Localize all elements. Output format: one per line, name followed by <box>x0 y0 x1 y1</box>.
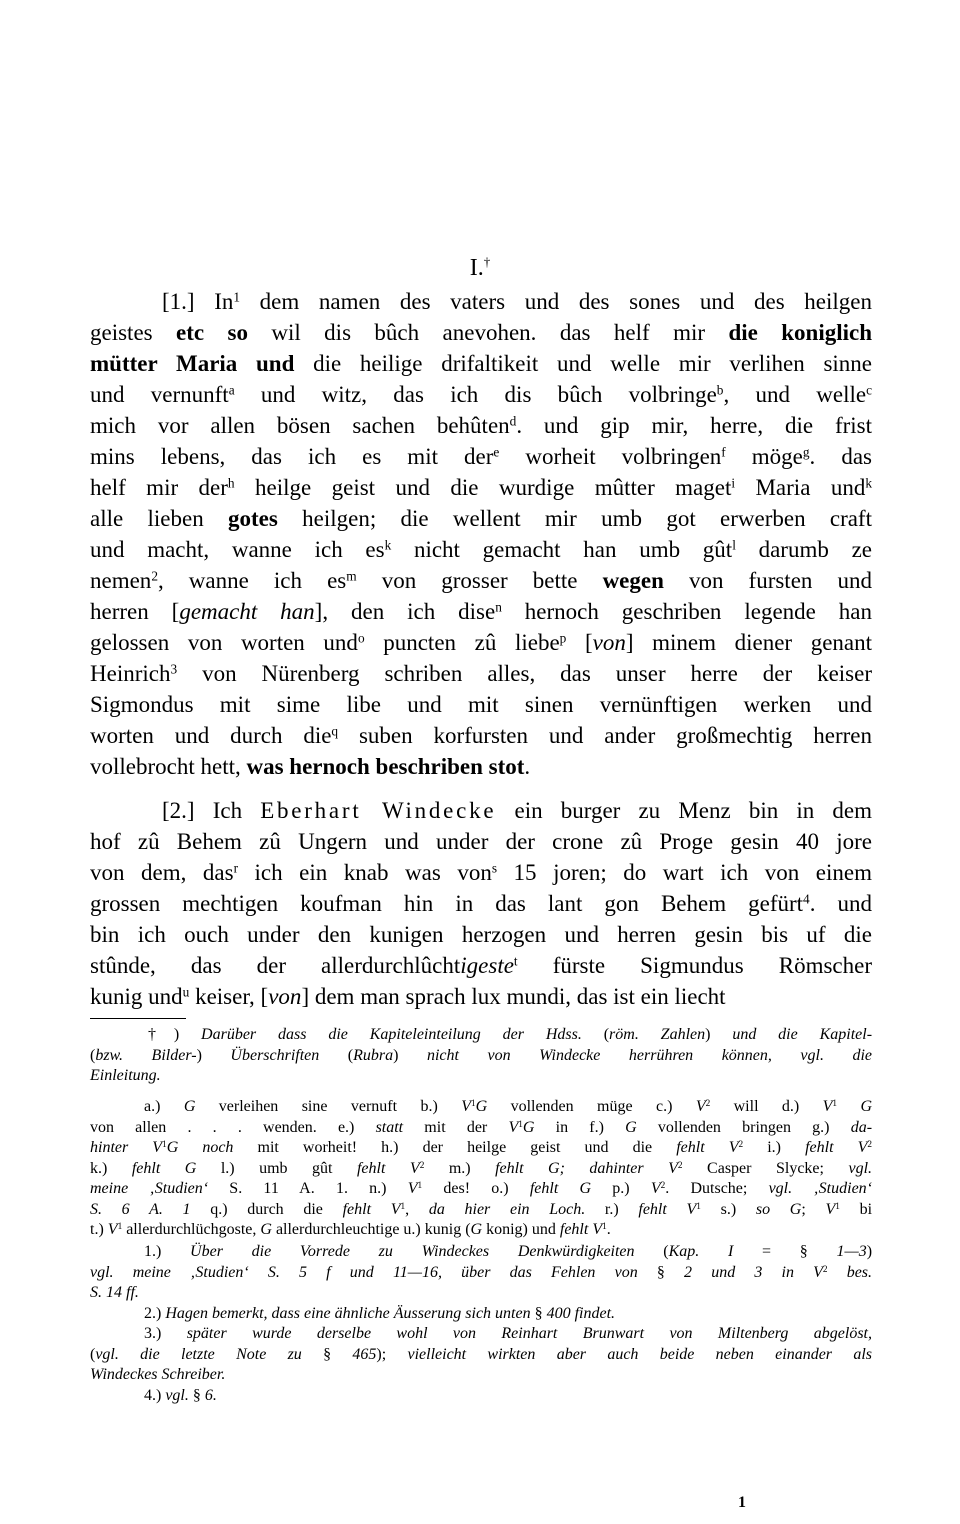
text-run: da hier ein Loch. <box>428 1200 586 1218</box>
footnote-line <box>90 1242 872 1263</box>
note-reference: 1 <box>117 1221 123 1232</box>
note-reference: 2 <box>867 1139 872 1150</box>
note-reference: f <box>721 444 726 460</box>
dagger-mark: † <box>483 254 491 269</box>
text-run: bes. <box>827 1263 873 1281</box>
body-line <box>90 348 872 379</box>
text-run: fehlt G <box>131 1159 197 1177</box>
note-reference: g <box>802 444 810 460</box>
text-run: 400 findet. <box>546 1304 616 1322</box>
text-run: statt <box>375 1118 404 1136</box>
text-run: später wurde derselbe wohl von Reinhart Brunwart von Miltenberg abgelöst, <box>186 1325 873 1342</box>
body-line <box>90 534 872 565</box>
text-run: ) <box>866 1243 873 1260</box>
note-reference: i <box>731 475 736 491</box>
text-run: V <box>822 1098 833 1115</box>
text-run: igeste <box>460 953 514 978</box>
text-run: vgl. <box>165 1386 189 1404</box>
text-run: Eberhart Windecke <box>260 798 497 823</box>
text-run: ); <box>376 1345 408 1363</box>
text-run: röm. Zahlen <box>609 1026 706 1043</box>
text-run: V <box>825 1200 836 1218</box>
text-run: § <box>637 1263 685 1281</box>
note-reference: 2 <box>822 1264 828 1275</box>
text-run: ( <box>319 1046 354 1064</box>
body-line <box>90 565 872 596</box>
footnote-line <box>90 1283 872 1304</box>
body-line <box>90 379 872 410</box>
note-reference: b <box>716 382 724 398</box>
text-run: Maria und <box>735 475 866 500</box>
text-run: S. 11 A. 1. n.) <box>208 1180 408 1197</box>
text-run: grossen mechtigen koufman hin in das lant gon Behem gefürt <box>90 891 804 916</box>
text-run: 2 <box>684 1263 693 1281</box>
note-reference: k <box>865 475 872 491</box>
text-run: konig) und <box>482 1221 560 1238</box>
text-run: Darüber dass die Kapiteleinteilung der Hdss. <box>201 1026 582 1043</box>
text-run: 465 <box>352 1345 377 1363</box>
text-run: kunig und <box>90 984 183 1009</box>
text-run: von dem, das <box>90 860 234 885</box>
text-run: Einleitung. <box>90 1067 161 1084</box>
text-run: von Nürenberg schriben alles, das unser herre der keiser <box>177 661 872 686</box>
footnote-line <box>90 1365 872 1386</box>
text-run: geistes <box>90 320 177 345</box>
text-run: alle lieben <box>90 506 228 531</box>
text-run: worten und durch die <box>90 723 332 748</box>
text-run: gotes <box>228 506 278 531</box>
note-reference: d <box>509 413 517 429</box>
note-reference: 2 <box>677 1160 683 1171</box>
note-reference: 2 <box>419 1160 425 1171</box>
note-reference: c <box>866 382 872 398</box>
text-run: wil dis bûch anevohen. das helf mir <box>247 320 729 345</box>
text-run: V <box>407 1180 418 1197</box>
note-reference: o <box>357 630 365 646</box>
body-line <box>90 919 872 950</box>
text-run: worheit volbringen <box>499 444 722 469</box>
text-run: nicht von Windecke herrühren können, vgl. die <box>426 1046 873 1064</box>
text-run: G <box>522 1118 535 1136</box>
text-run: vollebrocht hett, <box>90 754 247 779</box>
text-run: k.) <box>90 1159 132 1177</box>
footnote-line <box>90 1324 872 1345</box>
text-run: hinter V <box>90 1139 163 1156</box>
text-run: q.) durch die <box>190 1200 343 1218</box>
text-run: vielleicht wirkten aber auch beide neben einander als <box>407 1345 873 1363</box>
footnote-line <box>90 1304 872 1325</box>
note-reference: 1 <box>162 1139 167 1150</box>
text-run: heilgen; die wellent mir umb got erwerben craft <box>277 506 872 531</box>
text-run: a.) <box>144 1098 184 1115</box>
footnote-line <box>90 1138 872 1159</box>
text-run: [1.] In <box>162 289 234 314</box>
body-line <box>90 503 872 534</box>
text-run: fehlt V <box>676 1139 739 1156</box>
body-line <box>90 826 872 857</box>
text-run: ) <box>393 1046 427 1064</box>
note-reference: 1 <box>518 1119 523 1130</box>
text-run: V <box>107 1221 118 1238</box>
note-reference: 2 <box>660 1180 666 1191</box>
footnote-line <box>90 1220 872 1241</box>
text-run: die heilige drifaltikeit und welle mir verlihen sinne <box>294 351 873 376</box>
text-run: fehlt V <box>805 1139 868 1156</box>
note-reference: 3 <box>170 661 178 677</box>
text-run: und witz, das ich dis bûch volbringe <box>234 382 717 407</box>
text-run: , und welle <box>723 382 867 407</box>
text-run: Hagen bemerkt, dass eine ähnliche Äusserung sich unten <box>165 1304 531 1322</box>
text-run: ein burger zu Menz bin in dem <box>496 798 872 823</box>
note-reference: a <box>228 382 235 398</box>
text-run: †) <box>148 1026 202 1043</box>
page-number: 1 <box>738 1494 746 1511</box>
text-run: und macht, wanne ich es <box>90 537 385 562</box>
text-run: S. 6 A. 1 <box>90 1200 191 1218</box>
body-line <box>90 981 872 1012</box>
text-run: heilge geist und die wurdige mûtter maget <box>234 475 732 500</box>
text-run: ( <box>634 1243 669 1260</box>
text-run: ] dem man sprach lux mundi, das ist ein liecht <box>301 984 726 1009</box>
paragraph-1 <box>90 286 872 782</box>
note-reference: r <box>233 860 239 876</box>
text-run: 6. <box>204 1386 217 1404</box>
text-run: vollenden bringen g.) <box>636 1118 851 1136</box>
text-run: nemen <box>90 568 152 593</box>
text-run: Windeckes Schreiber. <box>90 1366 226 1383</box>
footnote-line <box>90 1345 872 1366</box>
note-reference: k <box>384 537 392 553</box>
footnote-line <box>90 1097 872 1118</box>
text-run: G <box>475 1098 488 1115</box>
text-run: vgl. die letzte Note zu <box>95 1345 302 1363</box>
text-run: vollenden müge c.) <box>487 1098 696 1115</box>
text-run: in f.) <box>534 1118 626 1136</box>
text-run: helf mir der <box>90 475 228 500</box>
text-run: s.) <box>700 1200 756 1218</box>
text-run: stûnde, das der allerdurchlûcht <box>90 953 461 978</box>
text-run: was hernoch beschriben stot <box>246 754 525 779</box>
text-run: l.) umb gût <box>196 1159 357 1177</box>
text-run: § <box>530 1304 547 1322</box>
text-run: 15 joren; do wart ich von einem <box>497 860 872 885</box>
text-run: fehlt V <box>342 1200 401 1218</box>
text-run: [ <box>566 630 593 655</box>
text-run: Über die Vorrede zu Windeckes Denkwürdigkeiten <box>190 1243 635 1260</box>
note-reference: 2 <box>151 568 158 584</box>
note-reference: h <box>227 475 235 491</box>
text-run: fehlt V <box>559 1221 603 1238</box>
text-run: mich vor allen bösen sachen behûten <box>90 413 510 438</box>
note-reference: 1 <box>400 1201 406 1212</box>
text-run: mit worheit! h.) der heilge geist und die <box>233 1139 677 1156</box>
text-run: puncten zû liebe <box>364 630 560 655</box>
body-line <box>90 441 872 472</box>
paragraph-2 <box>90 795 872 1012</box>
text-run: und <box>692 1263 755 1281</box>
note-reference: 1 <box>602 1221 607 1232</box>
footnote-line <box>90 1046 872 1067</box>
text-run: fehlt G; dahinter V <box>495 1159 678 1177</box>
text-run: so G <box>755 1200 802 1218</box>
text-run: p.) <box>591 1180 651 1197</box>
text-run: bi <box>839 1200 873 1218</box>
text-run: und vernunft <box>90 382 229 407</box>
text-run: G <box>183 1098 196 1115</box>
text-run: gemacht han <box>179 599 315 624</box>
text-run: meine ‚Studien‘ <box>90 1180 209 1197</box>
text-run: G <box>860 1098 873 1115</box>
footnote-line <box>90 1118 872 1139</box>
text-run: G <box>260 1221 272 1238</box>
text-run: ) <box>705 1026 733 1043</box>
text-run: da- <box>850 1118 873 1136</box>
text-run: von <box>592 630 626 655</box>
text-run: mins lebens, das ich es mit der <box>90 444 494 469</box>
note-reference: q <box>331 723 339 739</box>
text-run: Überschriften <box>230 1046 320 1064</box>
text-run: V <box>461 1098 471 1115</box>
text-run: . das <box>809 444 872 469</box>
body-line <box>90 689 872 720</box>
text-run: herren [ <box>90 599 180 624</box>
body-line <box>90 658 872 689</box>
text-run: allerdurchleuchtige u.) kunig ( <box>271 1221 471 1238</box>
body-line <box>90 795 872 826</box>
text-run: vgl. ‚Studien‘ <box>768 1180 872 1197</box>
text-run: wegen <box>602 568 664 593</box>
text-run: bzw. Bilder- <box>95 1046 197 1064</box>
footnote-line <box>90 1025 872 1046</box>
text-run: i.) <box>743 1139 806 1156</box>
text-run: . <box>524 754 531 779</box>
chapter-numeral: I. <box>469 255 484 281</box>
footnotes-variants <box>90 1097 872 1241</box>
text-run: ( <box>90 1046 96 1064</box>
text-run: 4.) <box>144 1386 166 1404</box>
text-run: G noch <box>166 1139 234 1156</box>
text-run: dem namen des vaters und des sones und des heilgen <box>240 289 873 314</box>
text-run: t.) <box>90 1221 108 1238</box>
text-run: r.) <box>585 1200 639 1218</box>
note-reference: s <box>491 860 498 876</box>
text-run: möge <box>725 444 803 469</box>
text-run: § <box>301 1345 353 1363</box>
body-line <box>90 751 872 782</box>
note-reference: m <box>346 568 357 584</box>
footnote-line <box>90 1200 872 1221</box>
text-run: von grosser bette <box>356 568 603 593</box>
text-run: hof zû Behem zû Ungern und under der crone zû Proge gesin 40 jore <box>90 829 872 854</box>
text-run: § <box>188 1386 205 1404</box>
body-line <box>90 596 872 627</box>
text-run: die koniglich <box>728 320 872 345</box>
body-line <box>90 950 872 981</box>
text-run: . Dutsche; <box>665 1180 769 1197</box>
text-run: von fursten und <box>663 568 872 593</box>
text-run: . und gip mir, herre, die frist <box>516 413 872 438</box>
text-run: G <box>470 1221 483 1238</box>
text-run: [2.] Ich <box>162 798 261 823</box>
body-line <box>90 627 872 658</box>
note-reference: 2 <box>738 1139 744 1150</box>
text-run: V <box>508 1118 519 1136</box>
text-run: Heinrich <box>90 661 171 686</box>
body-line <box>90 410 872 441</box>
text-run: von <box>268 984 302 1009</box>
note-reference: 2 <box>705 1098 711 1109</box>
note-reference: p <box>559 630 567 646</box>
text-run: G <box>625 1118 637 1136</box>
text-run: gelossen von worten und <box>90 630 358 655</box>
text-run: . und <box>809 891 872 916</box>
note-reference: 1 <box>832 1098 838 1109</box>
chapter-heading <box>0 253 960 283</box>
text-run: etc so <box>176 320 248 345</box>
text-run: ( <box>581 1026 610 1043</box>
footnote-line <box>90 1159 872 1180</box>
text-run: 3.) <box>144 1325 187 1342</box>
text-run: mütter Maria und <box>90 351 295 376</box>
note-reference: 1 <box>417 1180 423 1191</box>
text-run: fürste Sigmundus Römscher <box>517 953 872 978</box>
text-run: vgl. <box>848 1159 873 1177</box>
text-run: und die Kapitel- <box>732 1026 873 1043</box>
text-run: V <box>695 1098 706 1115</box>
text-run: mit der <box>403 1118 509 1136</box>
text-run: nicht gemacht han umb gût <box>391 537 733 562</box>
note-reference: l <box>732 537 736 553</box>
body-line <box>90 317 872 348</box>
note-reference: 1 <box>696 1201 701 1212</box>
note-reference: t <box>513 953 518 969</box>
text-run: fehlt V <box>638 1200 697 1218</box>
footnote-line <box>90 1386 872 1407</box>
text-run: verleihen sine vernuft b.) <box>195 1098 462 1115</box>
footnote-line <box>90 1066 872 1087</box>
body-line <box>90 472 872 503</box>
note-reference: 4 <box>803 891 810 907</box>
note-reference: n <box>495 599 502 615</box>
text-run: V <box>650 1180 661 1197</box>
text-run: von allen . . . wenden. e.) <box>90 1118 376 1136</box>
text-run: = § <box>733 1243 837 1260</box>
text-run: 2.) <box>144 1304 166 1322</box>
text-run: keiser, [ <box>189 984 269 1009</box>
body-line <box>90 888 872 919</box>
text-run: fehlt V <box>356 1159 420 1177</box>
text-run: suben korfursten und ander großmechtig herren <box>338 723 872 748</box>
note-reference: u <box>182 984 190 1000</box>
text-run: vgl. meine ‚Studien‘ S. 5 f und 11—16, über das Fehlen von <box>90 1263 638 1281</box>
text-run: ] minem diener genant <box>625 630 873 655</box>
body-line <box>90 857 872 888</box>
footnote-divider <box>90 1018 186 1019</box>
footnote-line <box>90 1263 872 1284</box>
text-run: Casper Slycke; <box>682 1159 849 1177</box>
text-run: Sigmondus mit sime libe und mit sinen vernünftigen werken und <box>90 692 872 717</box>
text-run: , wanne ich es <box>157 568 347 593</box>
body-line <box>90 720 872 751</box>
text-run: hernoch geschriben legende han <box>501 599 872 624</box>
text-run: bin ich ouch under den kunigen herzogen und herren gesin bis uf die <box>90 922 872 947</box>
body-line <box>90 286 872 317</box>
text-run: ], den ich dise <box>314 599 496 624</box>
text-run: ( <box>90 1345 96 1363</box>
text-run: ; <box>801 1200 826 1218</box>
text-run: 1.) <box>144 1243 191 1260</box>
text-run: will d.) <box>710 1098 823 1115</box>
text-run <box>837 1098 860 1115</box>
text-run: 3 <box>754 1263 763 1281</box>
text-run: in <box>762 1263 814 1281</box>
footnote-line <box>90 1179 872 1200</box>
note-reference: 1 <box>835 1201 840 1212</box>
footnote-dagger <box>90 1025 872 1087</box>
text-run: . <box>606 1221 611 1238</box>
text-run: des! o.) <box>422 1180 530 1197</box>
note-reference: 1 <box>470 1098 476 1109</box>
note-reference: 1 <box>233 289 241 305</box>
footnotes-numbered <box>90 1242 872 1406</box>
text-run: m.) <box>424 1159 496 1177</box>
text-run: Rubra <box>353 1046 394 1064</box>
text-run: 1—3 <box>836 1243 867 1260</box>
text-run: , <box>405 1200 429 1218</box>
text-run: allerdurchlüchgoste, <box>122 1221 261 1238</box>
text-run: fehlt G <box>529 1180 592 1197</box>
note-reference: e <box>493 444 500 460</box>
text-run: S. 14 ff. <box>90 1284 139 1301</box>
text-run: V <box>813 1263 823 1281</box>
text-run: ich ein knab was von <box>238 860 492 885</box>
text-run: darumb ze <box>735 537 872 562</box>
text-run: ) <box>196 1046 231 1064</box>
text-run: Kap. I <box>668 1243 734 1260</box>
